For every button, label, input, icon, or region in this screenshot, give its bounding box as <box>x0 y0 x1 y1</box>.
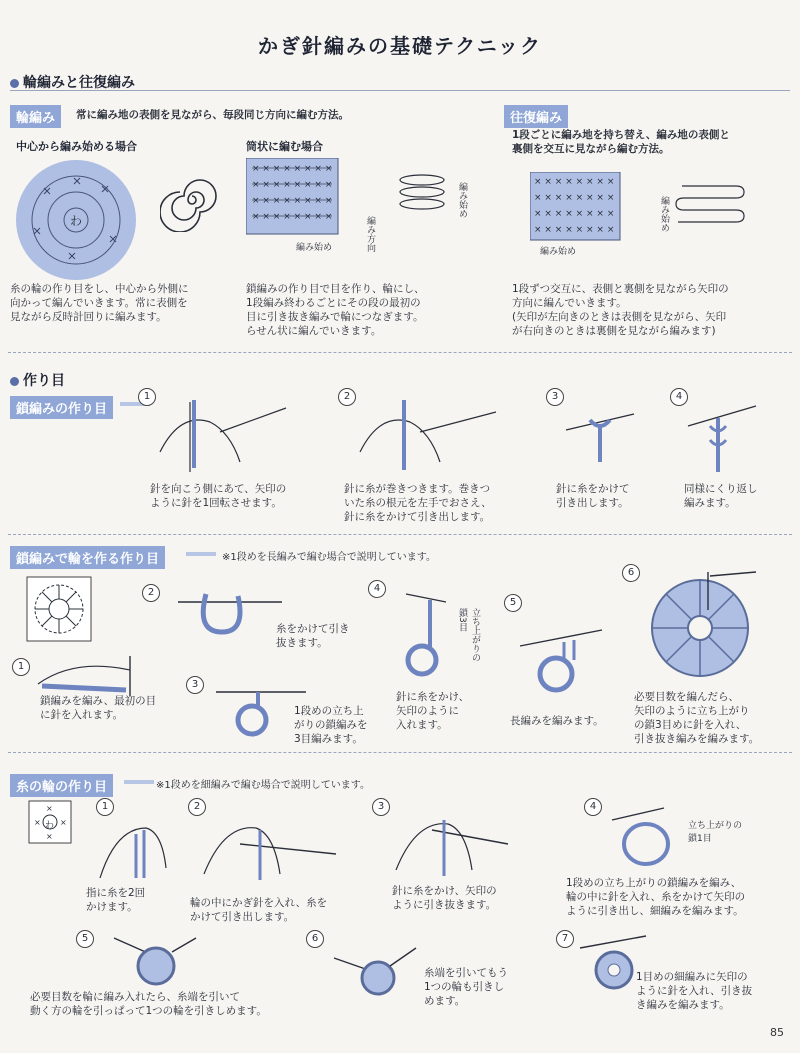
flat-grid-diagram <box>530 172 626 242</box>
chain-step3-text: 針に糸をかけて 引き出します。 <box>556 483 630 509</box>
chain-ring-step3-text: 1段めの立ち上 がりの鎖編みを 3目編みます。 <box>294 705 368 745</box>
step-number: 2 <box>142 584 160 602</box>
flat-text: 1段ずつ交互に、表側と裏側を見ながら矢印の 方向に編んでいきます。 (矢印が左向きのときは表側を見ながら、矢印 が右向きのときは裏側を見ながら編みます) <box>512 283 729 337</box>
svg-text:×: × <box>60 818 67 827</box>
ring-double-crochet-illustration <box>516 620 606 700</box>
band-yarn-ring: 糸の輪の作り目 <box>10 774 113 797</box>
yarn-ring-step7-text: 1目めの細編みに矢印の ように針を入れ、引き抜 き編みを編みます。 <box>636 971 753 1011</box>
step-number: 3 <box>546 388 564 406</box>
band-flat-knitting: 往復編み <box>504 105 568 128</box>
svg-text:×: × <box>34 818 41 827</box>
svg-text:× × × × × × × ×: × × × × × × × × <box>534 177 615 187</box>
yarn-ring-step6-text: 糸端を引いてもう 1つの輪も引きし めます。 <box>424 967 508 1007</box>
yarn-ring-step4-text: 1段めの立ち上がりの鎖編みを編み、 輪の中に針を入れ、糸をかけて矢印の ように引き出し、細編みを編みます。 <box>566 877 746 917</box>
center-start-text: 糸の輪の作り目をし、中心から外側に 向かって編んでいきます。常に表側を 見ながら反時計回りに編みます。 <box>10 283 189 323</box>
chain-hook-illustration <box>34 650 154 700</box>
step-number: 2 <box>188 798 206 816</box>
flat-start2-label: 編み始め <box>659 196 669 232</box>
chain-step4-text: 同様にくり返し 編みます。 <box>684 483 758 509</box>
divider <box>8 752 792 753</box>
step-number: 7 <box>556 930 574 948</box>
band-chain-foundation: 鎖編みの作り目 <box>10 396 113 419</box>
chain-ring-note: ※1段めを長編みで編む場合で説明しています。 <box>222 552 436 563</box>
step-number: 1 <box>12 658 30 676</box>
ring-tighten-illustration <box>330 938 420 1008</box>
hook-loop-illustration <box>560 400 640 466</box>
section-heading-foundation <box>10 370 65 390</box>
step-number: 4 <box>670 388 688 406</box>
section-heading-ring-flat <box>10 72 135 92</box>
band-line <box>124 780 154 784</box>
chain-ring-step4-text: 針に糸をかけ、 矢印のように 入れます。 <box>396 691 470 731</box>
step-number: 4 <box>584 798 602 816</box>
bullet-icon <box>10 377 19 386</box>
chain-ring-symbol-diagram <box>26 576 92 642</box>
yarn-ring-step4-label: 立ち上がりの 鎖1目 <box>688 821 743 844</box>
svg-text:× × × × × × × ×: × × × × × × × × <box>252 212 333 222</box>
ring-description: 常に編み地の表側を見ながら、毎段同じ方向に編む方法。 <box>76 109 349 121</box>
ring-loop-illustration <box>176 582 286 642</box>
step-number: 5 <box>504 594 522 612</box>
ring-tighten-illustration <box>110 932 200 992</box>
divider <box>8 534 792 535</box>
tube-title: 筒状に編む場合 <box>246 140 323 153</box>
chain-ring-step5-text: 長編みを編みます。 <box>510 715 604 727</box>
tube-coil-icon <box>396 170 452 220</box>
yarn-ring-step5-text: 必要目数を輪に編み入れたら、糸端を引いて 動く方の輪を引っぱって1つの輪を引きしめます。 <box>30 991 267 1017</box>
section-heading-text: 輪編みと往復編み <box>23 75 135 91</box>
hand-hook-illustration <box>200 804 340 884</box>
step-number: 1 <box>138 388 156 406</box>
center-start-title: 中心から編み始める場合 <box>16 140 137 153</box>
svg-text:× × × × × × × ×: × × × × × × × × <box>534 193 615 203</box>
chain-ring-step6-text: 必要目数を編んだら、 矢印のように立ち上がり の鎖3目めに針を入れ、 引き抜き編みを編みます。 <box>634 691 760 745</box>
ring-tall-stitch-illustration <box>396 592 456 692</box>
hand-hook-illustration <box>392 800 512 880</box>
yarn-ring-step3-text: 針に糸をかけ、矢印の ように引き抜きます。 <box>392 885 497 911</box>
page-title: かぎ針編みの基礎テクニック <box>258 34 542 58</box>
divider <box>8 352 792 353</box>
step-number: 6 <box>622 564 640 582</box>
chain-step1-text: 針を向こう側にあて、矢印の ように針を1回転させます。 <box>150 483 287 509</box>
step-number: 3 <box>186 676 204 694</box>
bullet-icon <box>10 79 19 88</box>
flat-zigzag-arrow-icon <box>674 180 746 226</box>
hand-hook-illustration <box>350 392 500 476</box>
svg-text:×: × <box>46 832 53 841</box>
chain-ring-step1-text: 鎖編みを編み、最初の目 に針を入れます。 <box>40 695 157 721</box>
spiral-arrow-icon <box>160 168 224 232</box>
yarn-ring-note: ※1段めを細編みで編む場合で説明しています。 <box>156 780 370 791</box>
tube-start2-label: 編み始め <box>457 182 467 218</box>
step-number: 4 <box>368 580 386 598</box>
hook-chain-illustration <box>682 396 762 474</box>
chain-ring-step2-text: 糸をかけて引き 抜きます。 <box>276 623 350 649</box>
svg-text:× × × × × × × ×: × × × × × × × × <box>252 196 333 206</box>
step-number: 5 <box>76 930 94 948</box>
divider <box>10 90 790 91</box>
step-number: 6 <box>306 930 324 948</box>
hand-hook-illustration <box>150 392 290 476</box>
yarn-ring-step2-text: 輪の中にかぎ針を入れ、糸を かけて引き出します。 <box>190 897 328 923</box>
center-round-diagram <box>14 158 138 282</box>
chain-ring-step4-label: 立ち上がりの 鎖3目 <box>457 608 480 662</box>
tube-start-label: 編み始め <box>296 243 333 253</box>
svg-text:×: × <box>46 804 53 813</box>
flat-start-label: 編み始め <box>540 247 577 257</box>
svg-text:× × × × × × × ×: × × × × × × × × <box>252 164 333 174</box>
section-heading-text: 作り目 <box>23 373 65 389</box>
band-line <box>186 552 216 556</box>
finger-wrap-illustration <box>96 808 176 884</box>
tube-direction-label: 編み方向 <box>365 216 375 252</box>
flat-description: 1段ごとに編み地を持ち替え、編み地の表側と 裏側を交互に見ながら編む方法。 <box>512 129 730 155</box>
yarn-ring-symbol-label: わ <box>45 821 55 831</box>
chain-step2-text: 針に糸が巻きつきます。巻きつ いた糸の根元を左手でおさえ、 針に糸をかけて引き出します。 <box>344 483 492 523</box>
ring-single-crochet-illustration <box>610 806 682 870</box>
page-number: 85 <box>770 1026 784 1039</box>
step-number: 1 <box>96 798 114 816</box>
svg-text:× × × × × × × ×: × × × × × × × × <box>252 180 333 190</box>
step-number: 2 <box>338 388 356 406</box>
svg-text:わ: わ <box>70 214 83 228</box>
svg-text:× × × × × × × ×: × × × × × × × × <box>534 225 615 235</box>
finished-round-illustration <box>648 570 758 680</box>
yarn-ring-step1-text: 指に糸を2回 かけます。 <box>86 887 146 913</box>
band-ring-knitting: 輪編み <box>10 105 61 128</box>
tube-text: 鎖編みの作り目で目を作り、輪にし、 1段編み終わるごとにその段の最初の 目に引き抜き編みで輪につなぎます。 らせん状に編んでいきます。 <box>246 283 425 337</box>
step-number: 3 <box>372 798 390 816</box>
tube-grid-diagram <box>246 158 346 236</box>
svg-text:× × × × × × × ×: × × × × × × × × <box>534 209 615 219</box>
band-chain-ring: 鎖編みで輪を作る作り目 <box>10 546 165 569</box>
